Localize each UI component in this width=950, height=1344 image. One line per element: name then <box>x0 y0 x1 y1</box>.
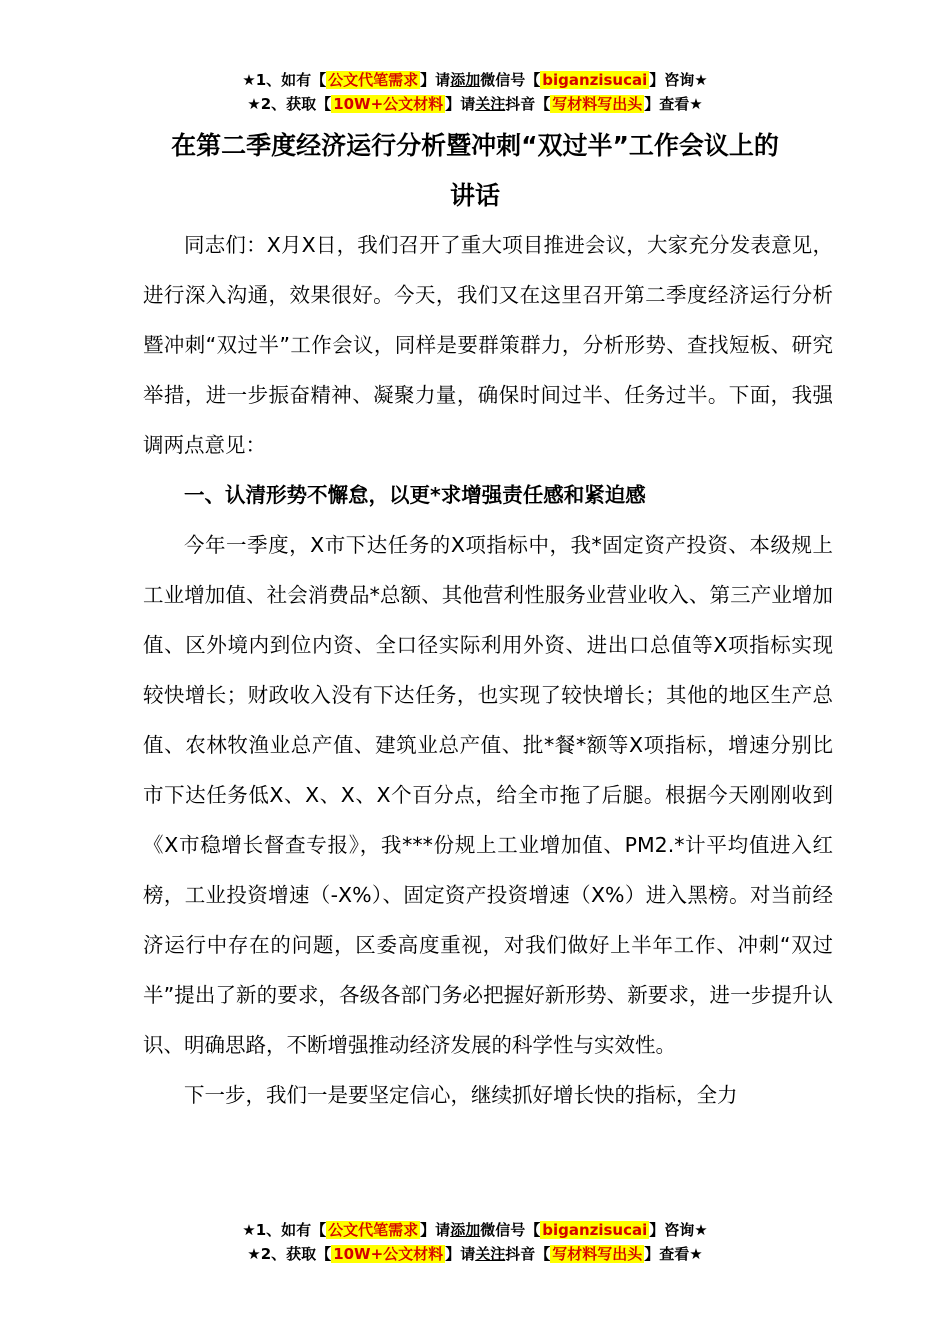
title-line-2: 讲话 <box>449 181 500 210</box>
paragraph-opening: 同志们：X月X日，我们召开了重大项目推进会议，大家充分发表意见，进行深入沟通，效果很好。今天，我们又在这里召开第二季度经济运行分析暨冲刺“双过半”工作会议，同样是要群策群力，分析形势、查找短板、研究举措，进一步振奋精神、凝聚力量，确保时间过半、任务过半。下面，我强调两点意见： <box>143 233 833 457</box>
title-line-1: 在第二季度经济运行分析暨冲刺“双过半”工作会议上的 <box>171 131 779 160</box>
highlight-douyin-id: 写材料写出头 <box>552 95 643 113</box>
banner-line-1-bottom: ★1、如有【 公文代笔需求 】请添加微信号【 biganzisucai 】咨询★ <box>242 1221 708 1239</box>
highlight-materials: 10W+公文材料 <box>333 95 444 113</box>
paragraph-situation: 今年一季度，X市下达任务的X项指标中，我*固定资产投资、本级规上工业增加值、社会消费品*总额、其他营利性服务业营业收入、第三产业增加值、区外境内到位内资、全口径实际利用外资、进出口总值等X项指标实现较快增长；财政收入没有下达任务，也实现了较快增长；其他的地区生产总值、农林牧渔业总产值、建筑业总产值、批*餐*额等X项指标，增速分别比市下达任务低X、X、X、X个百分点，给全市拖了后腿。根据今天刚刚收到《X市稳增长督查专报》，我***份规上工业增加值、PM2.*计平均值进入红榜，工业投资增速（-X%）、固定资产投资增速（X%）进入黑榜。对当前经济运行中存在的问题，区委高度重视，对我们做好上半年工作、冲刺“双过半”提出了新的要求，各级各部门务必把握好新形势、新要求，进一步提升认识、明确思路，不断增强推动经济发展的科学性与实效性。 <box>143 533 833 1057</box>
document-body <box>143 220 833 1120</box>
highlight-wechat-id: biganzisucai <box>542 71 648 89</box>
highlight-materials-bottom: 10W+公文材料 <box>333 1245 444 1263</box>
banner-line-1: ★1、如有【 公文代笔需求 】请添加微信号【 biganzisucai 】咨询★ <box>242 71 708 89</box>
document-title <box>140 121 810 221</box>
bottom-banner <box>0 1218 950 1266</box>
top-banner <box>0 68 950 116</box>
highlight-douyin-id-bottom: 写材料写出头 <box>552 1245 643 1263</box>
banner-line-2: ★2、获取【 10W+公文材料 】请关注抖音【 写材料写出头 】查看★ <box>247 95 703 113</box>
highlight-service: 公文代笔需求 <box>328 71 419 89</box>
banner-line-2-bottom: ★2、获取【 10W+公文材料 】请关注抖音【 写材料写出头 】查看★ <box>247 1245 703 1263</box>
highlight-service-bottom: 公文代笔需求 <box>328 1221 419 1239</box>
highlight-wechat-id-bottom: biganzisucai <box>542 1221 648 1239</box>
section-heading-1: 一、认清形势不懈怠，以更*求增强责任感和紧迫感 <box>184 483 646 507</box>
paragraph-next-steps: 下一步，我们一是要坚定信心，继续抓好增长快的指标，全力 <box>184 1083 738 1107</box>
